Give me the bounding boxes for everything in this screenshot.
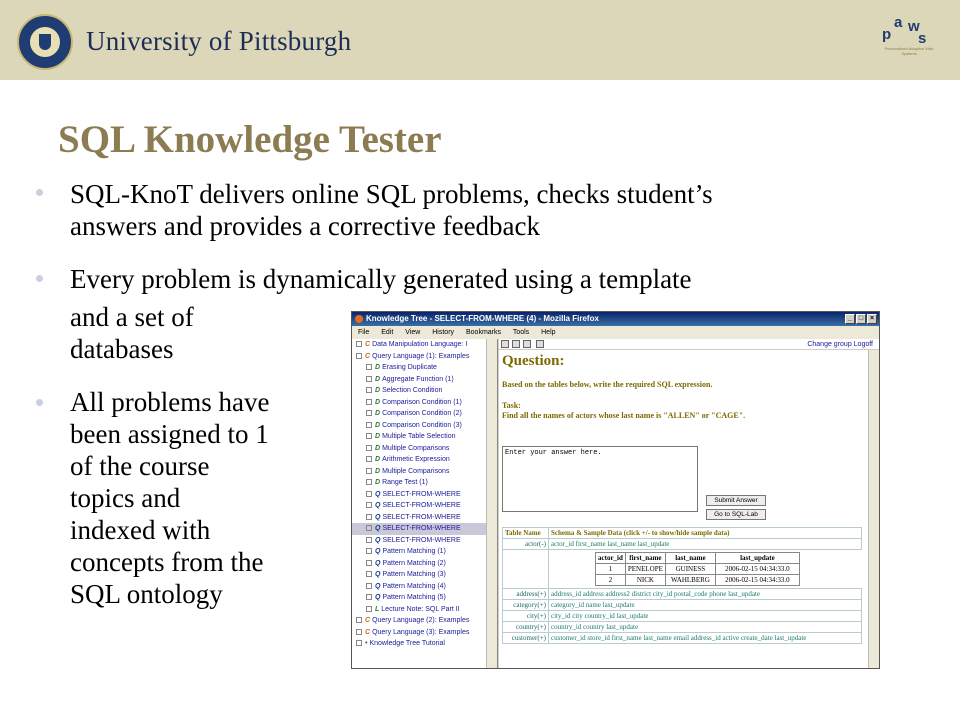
tree-item[interactable] xyxy=(352,627,497,639)
sample-cell: NICK xyxy=(625,575,665,586)
sample-col-header: last_name xyxy=(665,553,715,564)
table-row xyxy=(503,539,862,550)
tree-type-icon: Q xyxy=(375,594,381,601)
bullet-line: SQL ontology xyxy=(70,579,223,609)
sample-row xyxy=(596,564,800,575)
tree-item-label: SELECT-FROM-WHERE xyxy=(382,502,461,509)
table-name-toggle[interactable]: category(+) xyxy=(503,600,549,611)
tree-type-icon: C xyxy=(365,628,371,636)
bullet-line: databases xyxy=(70,334,174,364)
tree-item-label: SELECT-FROM-WHERE xyxy=(382,513,461,521)
table-row xyxy=(503,600,862,611)
tree-item-label: Query Language (3): Examples xyxy=(372,628,470,636)
tree-type-icon: Q xyxy=(375,582,381,590)
table-schema: category_id name last_update xyxy=(549,600,862,611)
tree-item[interactable] xyxy=(352,374,497,386)
content-scrollbar[interactable] xyxy=(868,350,879,668)
expand-box-icon[interactable] xyxy=(366,491,372,497)
empty-cell xyxy=(503,550,549,589)
table-row xyxy=(503,622,862,633)
expand-box-icon[interactable] xyxy=(366,445,372,451)
table-name-toggle[interactable]: country(+) xyxy=(503,622,549,633)
menu-help[interactable]: Help xyxy=(541,329,556,336)
tree-item-label: Comparison Condition (1) xyxy=(382,398,462,406)
answer-textarea[interactable]: Enter your answer here. xyxy=(502,446,698,512)
tree-type-icon: Q xyxy=(375,490,381,498)
expand-box-icon[interactable] xyxy=(366,376,372,382)
expand-box-icon[interactable] xyxy=(366,571,372,577)
tree-item-label: Multiple Table Selection xyxy=(382,433,456,440)
sample-cell: GUINESS xyxy=(665,564,715,575)
bullet-line: indexed with xyxy=(70,515,211,545)
tree-item-label: Pattern Matching (5) xyxy=(382,594,446,601)
bullet-1 xyxy=(70,178,940,242)
expand-box-icon[interactable] xyxy=(366,548,372,554)
tree-item-label: Erasing Duplicate xyxy=(382,364,437,371)
expand-box-icon[interactable] xyxy=(366,422,372,428)
go-to-sql-lab-button[interactable]: Go to SQL-Lab xyxy=(706,509,766,520)
refresh-icon[interactable] xyxy=(523,340,531,348)
tree-item[interactable] xyxy=(352,523,497,535)
content-pane xyxy=(499,339,879,668)
expand-box-icon[interactable] xyxy=(356,617,362,623)
table-schema: actor_id first_name last_name last_update xyxy=(549,539,862,550)
sample-cell: 2006-02-15 04:34:33.0 xyxy=(715,575,799,586)
bullet-line: of the course xyxy=(70,451,210,481)
menu-bar xyxy=(352,326,879,339)
tree-item[interactable] xyxy=(352,546,497,558)
maximize-button[interactable]: □ xyxy=(856,314,866,324)
tree-type-icon: D xyxy=(375,444,381,452)
tree-type-icon: C xyxy=(365,341,371,348)
expand-box-icon[interactable] xyxy=(366,537,372,543)
table-name-toggle[interactable]: address(+) xyxy=(503,589,549,600)
header-band xyxy=(0,0,960,80)
menu-bookmarks[interactable]: Bookmarks xyxy=(465,329,501,336)
table-schema: customer_id store_id first_name last_name email address_id active create_date last_update xyxy=(549,633,862,644)
paws-logo-icon xyxy=(878,6,934,68)
tree-type-icon: D xyxy=(375,456,381,463)
tree-toggle-icon[interactable] xyxy=(536,340,544,348)
expand-box-icon[interactable] xyxy=(366,399,372,405)
window-title: Knowledge Tree - SELECT-FROM-WHERE (4) - Mozilla Firefox xyxy=(366,314,599,323)
table-name-toggle[interactable]: actor(-) xyxy=(503,539,549,550)
bullet-line: topics and xyxy=(70,483,181,513)
table-name-toggle[interactable]: city(+) xyxy=(503,611,549,622)
content-toolbar xyxy=(499,339,879,350)
table-row xyxy=(503,633,862,644)
bullet-line: All problems have xyxy=(70,387,270,417)
sample-row xyxy=(596,575,800,586)
expand-box-icon[interactable] xyxy=(366,583,372,589)
tree-item[interactable] xyxy=(352,638,497,650)
tree-type-icon: Q xyxy=(375,502,381,509)
bullet-line: been assigned to 1 xyxy=(70,419,269,449)
tree-type-icon: D xyxy=(375,421,381,429)
firefox-icon xyxy=(355,315,363,323)
sample-col-header: first_name xyxy=(625,553,665,564)
tree-type-icon: D xyxy=(375,375,381,383)
tree-scrollbar[interactable] xyxy=(486,339,497,668)
tree-item[interactable] xyxy=(352,500,497,512)
tree-item[interactable] xyxy=(352,397,497,409)
expand-box-icon[interactable] xyxy=(366,525,372,531)
university-name: University of Pittsburgh xyxy=(86,26,352,56)
expand-box-icon[interactable] xyxy=(366,514,372,520)
expand-box-icon[interactable] xyxy=(356,629,362,635)
tree-item[interactable] xyxy=(352,535,497,547)
group-logoff-links[interactable]: Change group Logoff xyxy=(807,341,873,348)
tree-type-icon: C xyxy=(365,352,371,360)
sample-cell: 1 xyxy=(596,564,626,575)
expand-box-icon[interactable] xyxy=(356,341,362,347)
slide-title: SQL Knowledge Tester xyxy=(58,118,442,161)
paws-letter: w xyxy=(908,18,920,35)
tree-type-icon: D xyxy=(375,467,381,475)
menu-view[interactable]: View xyxy=(405,329,421,336)
minimize-button[interactable]: _ xyxy=(845,314,855,324)
question-instruction: Based on the tables below, write the required SQL expression. xyxy=(502,380,713,389)
tree-type-icon: D xyxy=(375,398,381,406)
tree-item[interactable] xyxy=(352,477,497,489)
question-heading: Question: xyxy=(502,353,565,369)
tree-item[interactable] xyxy=(352,569,497,581)
sample-cell: 2 xyxy=(596,575,626,586)
sample-col-header: actor_id xyxy=(596,553,626,564)
home-icon[interactable] xyxy=(512,340,520,348)
tree-item-label: Selection Condition xyxy=(382,387,443,394)
schema-header-cell: Table Name xyxy=(503,528,549,539)
expand-box-icon[interactable] xyxy=(366,456,372,462)
tree-item-label: Aggregate Function (1) xyxy=(382,375,454,383)
tree-item[interactable] xyxy=(352,604,497,616)
task-text: Find all the names of actors whose last name is "ALLEN" or "CAGE". xyxy=(502,411,746,420)
tree-item[interactable] xyxy=(352,615,497,627)
paws-letter: s xyxy=(918,30,927,47)
expand-box-icon[interactable] xyxy=(366,387,372,393)
tree-item-label: SELECT-FROM-WHERE xyxy=(382,536,461,544)
close-button[interactable]: × xyxy=(867,314,877,324)
menu-tools[interactable]: Tools xyxy=(512,329,530,336)
task-label: Task: xyxy=(502,401,521,410)
sample-cell: 2006-02-15 04:34:33.0 xyxy=(715,564,799,575)
tree-item[interactable] xyxy=(352,581,497,593)
tree-item-label: Multiple Comparisons xyxy=(382,444,450,452)
tree-type-icon: D xyxy=(375,479,381,486)
tree-item[interactable] xyxy=(352,408,497,420)
bullet-line: concepts from the xyxy=(70,547,264,577)
paws-subtitle: Personalized Adaptive Web Systems xyxy=(884,46,934,56)
expand-box-icon[interactable] xyxy=(366,560,372,566)
tree-type-icon: Q xyxy=(375,536,381,544)
menu-edit[interactable]: Edit xyxy=(381,329,394,336)
sample-data-cell xyxy=(549,550,862,589)
submit-answer-button[interactable]: Submit Answer xyxy=(706,495,766,506)
table-schema: country_id country last_update xyxy=(549,622,862,633)
sample-header-row xyxy=(596,553,800,564)
tree-type-icon: Q xyxy=(375,571,381,578)
bullet-dot xyxy=(36,189,43,196)
tree-item-label: Data Manipulation Language: I xyxy=(372,341,468,348)
embedded-browser-screenshot xyxy=(351,311,880,669)
bullet-line: and a set of xyxy=(70,302,194,332)
question-area xyxy=(499,350,867,668)
paws-letter: p xyxy=(882,26,892,43)
tree-type-icon: D xyxy=(375,364,381,371)
tree-type-icon: • xyxy=(365,640,368,647)
tree-item[interactable] xyxy=(352,362,497,374)
bullet-3 xyxy=(70,386,340,610)
tree-type-icon: D xyxy=(375,433,381,440)
sample-col-header: last_update xyxy=(715,553,799,564)
table-row xyxy=(503,589,862,600)
table-name-toggle[interactable]: customer(+) xyxy=(503,633,549,644)
expand-box-icon[interactable] xyxy=(356,640,362,646)
expand-box-icon[interactable] xyxy=(366,468,372,474)
menu-file[interactable]: File xyxy=(358,329,370,336)
tree-item-label: Knowledge Tree Tutorial xyxy=(369,640,445,647)
topic-tree xyxy=(352,339,497,650)
back-icon[interactable] xyxy=(501,340,509,348)
schema-header-row xyxy=(503,528,862,539)
sample-data-table xyxy=(595,552,800,586)
tree-item-label: Pattern Matching (3) xyxy=(382,571,446,578)
paws-letter: a xyxy=(894,14,903,31)
sample-data-row xyxy=(503,550,862,589)
expand-box-icon[interactable] xyxy=(366,594,372,600)
tree-type-icon: Q xyxy=(375,559,381,567)
tree-item[interactable] xyxy=(352,592,497,604)
window-titlebar xyxy=(352,312,879,326)
tree-item-label: Pattern Matching (4) xyxy=(382,582,446,590)
tree-item-label: Range Test (1) xyxy=(382,479,428,486)
tree-item-label: Arithmetic Expression xyxy=(382,456,450,463)
bullet-line: Every problem is dynamically generated using a template xyxy=(70,264,692,294)
tree-item[interactable] xyxy=(352,466,497,478)
tree-item-label: Query Language (2): Examples xyxy=(372,617,470,624)
sample-cell: WAHLBERG xyxy=(665,575,715,586)
bullet-dot xyxy=(36,399,43,406)
expand-box-icon[interactable] xyxy=(356,353,362,359)
tree-item-label: SELECT-FROM-WHERE xyxy=(382,490,461,498)
tree-item[interactable] xyxy=(352,489,497,501)
tree-item[interactable] xyxy=(352,512,497,524)
topic-tree-pane xyxy=(352,339,498,668)
tree-item[interactable] xyxy=(352,385,497,397)
tree-type-icon: Q xyxy=(375,548,381,555)
bullet-line: SQL-KnoT delivers online SQL problems, checks student’s xyxy=(70,179,713,209)
bullet-dot xyxy=(36,275,43,282)
university-seal-icon xyxy=(17,14,73,70)
table-row xyxy=(503,611,862,622)
tree-type-icon: C xyxy=(365,617,371,624)
tree-item-label: Pattern Matching (1) xyxy=(382,548,446,555)
expand-box-icon[interactable] xyxy=(366,410,372,416)
expand-box-icon[interactable] xyxy=(366,364,372,370)
tree-item-label: SELECT-FROM-WHERE xyxy=(382,525,461,532)
bullet-line: answers and provides a corrective feedback xyxy=(70,211,541,241)
schema-table xyxy=(502,527,862,644)
tree-item[interactable] xyxy=(352,351,497,363)
tree-item[interactable] xyxy=(352,431,497,443)
tree-item-label: Pattern Matching (2) xyxy=(382,559,446,567)
tree-item-label: Comparison Condition (3) xyxy=(382,421,462,429)
tree-item-label: Query Language (1): Examples xyxy=(372,352,470,360)
tree-item-label: Comparison Condition (2) xyxy=(382,410,462,417)
table-schema: address_id address address2 district city_id postal_code phone last_update xyxy=(549,589,862,600)
tree-item-label: Multiple Comparisons xyxy=(382,467,450,475)
tree-item[interactable] xyxy=(352,420,497,432)
tree-type-icon: D xyxy=(375,410,381,417)
sample-cell: PENELOPE xyxy=(625,564,665,575)
tree-item[interactable] xyxy=(352,339,497,351)
tree-item[interactable] xyxy=(352,558,497,570)
tree-item-label: Lecture Note: SQL Part II xyxy=(381,605,460,613)
menu-history[interactable]: History xyxy=(432,329,455,336)
expand-box-icon[interactable] xyxy=(366,479,372,485)
expand-box-icon[interactable] xyxy=(366,606,372,612)
expand-box-icon[interactable] xyxy=(366,433,372,439)
schema-header-cell: Schema & Sample Data (click +/- to show/hide sample data) xyxy=(549,528,862,539)
tree-item[interactable] xyxy=(352,443,497,455)
tree-item[interactable] xyxy=(352,454,497,466)
tree-type-icon: D xyxy=(375,387,381,394)
table-schema: city_id city country_id last_update xyxy=(549,611,862,622)
tree-type-icon: Q xyxy=(375,513,381,521)
tree-type-icon: L xyxy=(375,605,380,613)
expand-box-icon[interactable] xyxy=(366,502,372,508)
tree-type-icon: Q xyxy=(375,525,381,532)
